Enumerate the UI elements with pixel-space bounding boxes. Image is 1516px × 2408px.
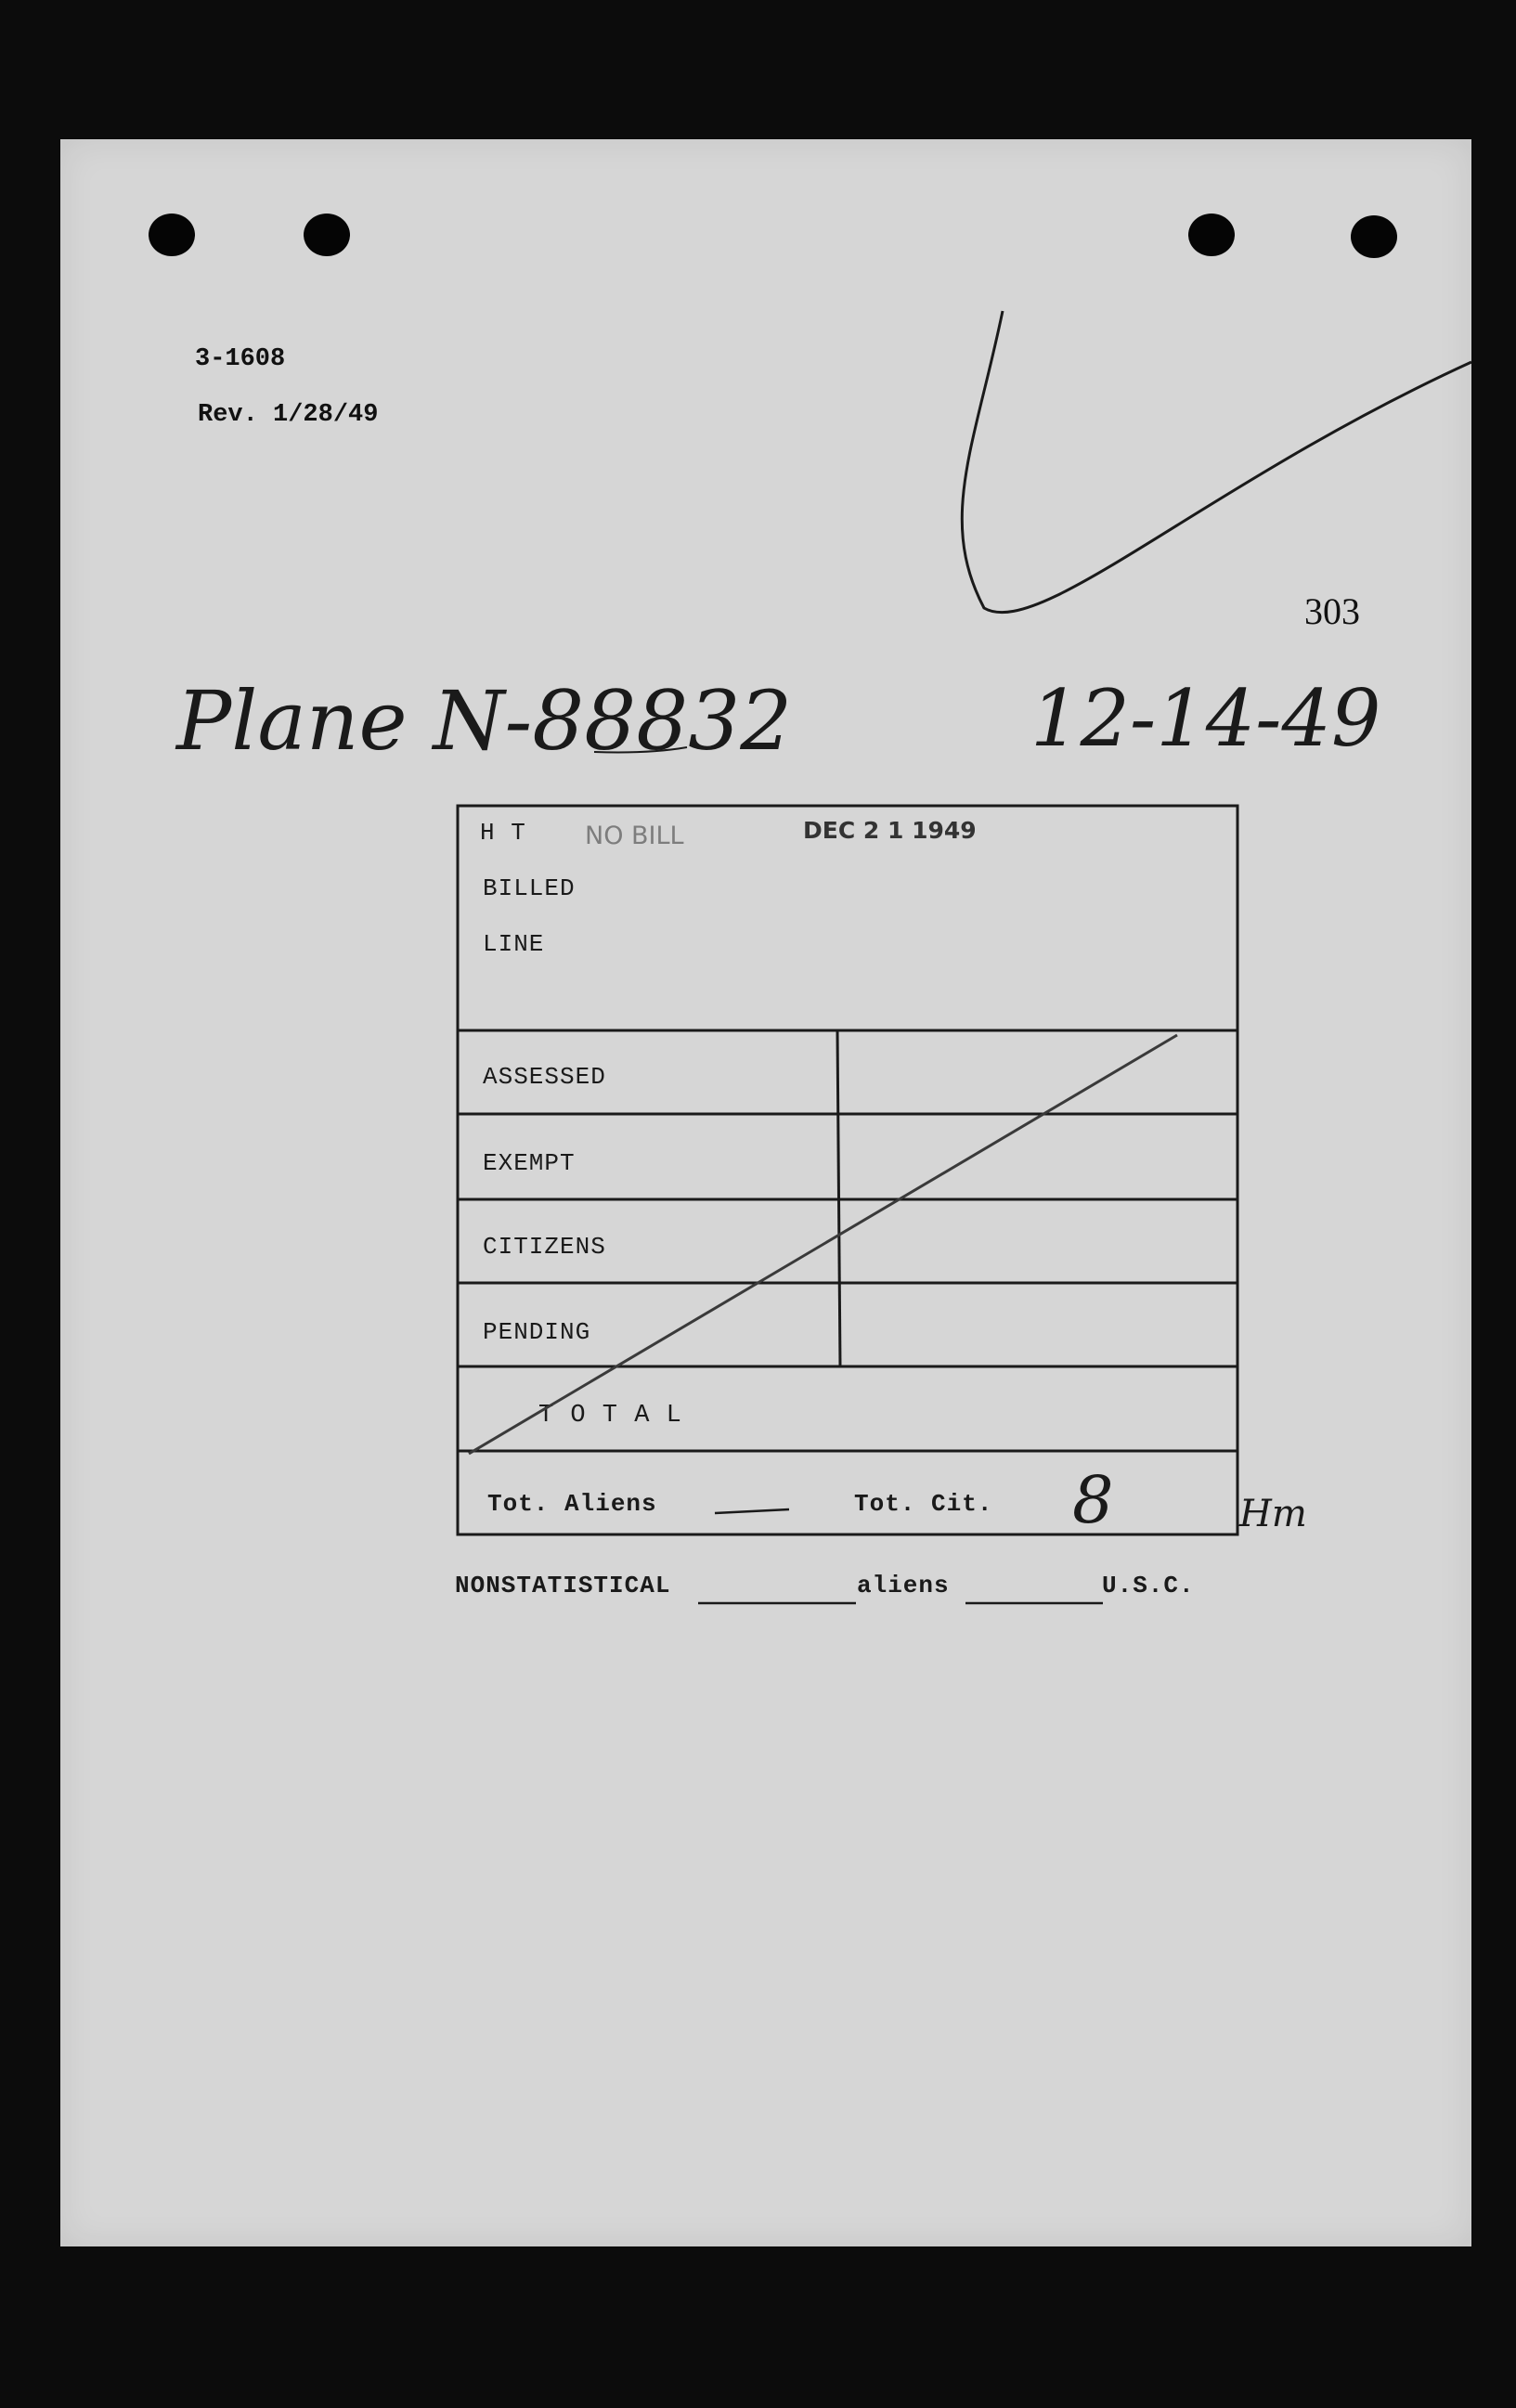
document-page — [60, 139, 1471, 2246]
punch-hole-4 — [1351, 215, 1397, 258]
handwritten-plane: Plane N-88832 — [176, 673, 793, 769]
label-citizens: CITIZENS — [483, 1233, 606, 1261]
label-nonstatistical: NONSTATISTICAL — [455, 1572, 671, 1599]
form-revision: Rev. 1/28/49 — [198, 401, 379, 429]
page-number: 303 — [1304, 590, 1360, 632]
punch-hole-1 — [149, 214, 195, 256]
punch-hole-2 — [304, 214, 350, 256]
label-exempt: EXEMPT — [483, 1149, 576, 1177]
handwritten-date: 12-14-49 — [1030, 673, 1381, 764]
label-assessed: ASSESSED — [483, 1063, 606, 1091]
label-billed: BILLED — [483, 874, 576, 902]
label-pending: PENDING — [483, 1318, 591, 1346]
label-ht: H T — [480, 819, 526, 847]
label-tot-cit: Tot. Cit. — [854, 1490, 993, 1518]
handwritten-tot-cit: 8 — [1072, 1462, 1114, 1538]
punch-hole-3 — [1188, 214, 1235, 256]
label-usc: U.S.C. — [1102, 1572, 1195, 1599]
label-aliens: aliens — [857, 1572, 950, 1599]
label-line: LINE — [483, 930, 545, 958]
date-stamp: DEC 2 1 1949 — [803, 817, 977, 844]
label-tot-aliens: Tot. Aliens — [487, 1490, 657, 1518]
no-bill-stamp: NO BILL — [585, 822, 684, 850]
form-number: 3-1608 — [195, 345, 286, 373]
handwritten-initials: Hm — [1239, 1493, 1307, 1535]
label-total: T O T A L — [538, 1402, 682, 1430]
